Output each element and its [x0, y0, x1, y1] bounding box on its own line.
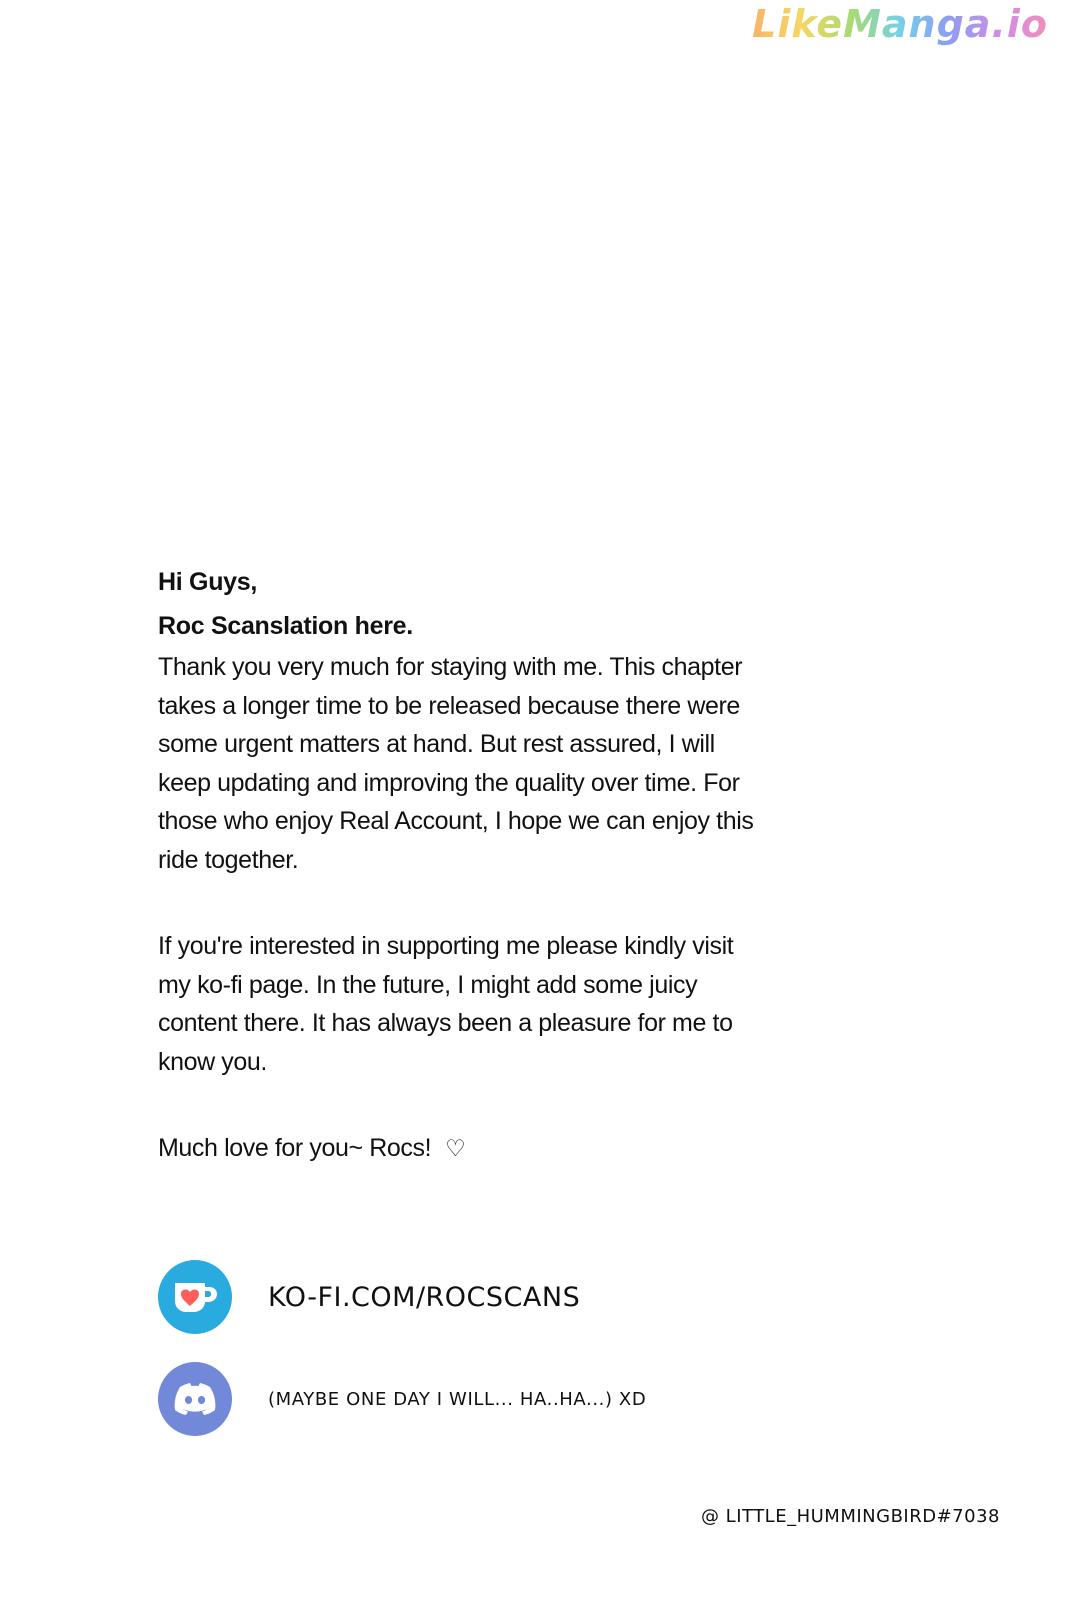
heart-icon: ♡ — [445, 1136, 466, 1162]
signoff — [158, 1129, 768, 1168]
paragraph-support: If you're interested in supporting me please kindly visit my ko-fi page. In the future, I might add some juicy content there. It has always been a pleasure for me to know you. — [158, 932, 734, 1076]
watermark-logo: LikeManga.io — [752, 2, 1048, 46]
kofi-cup-icon — [158, 1260, 232, 1334]
discord-contact — [158, 1362, 646, 1436]
discord-note: (MAYBE ONE DAY I WILL... HA..HA...) XD — [268, 1388, 647, 1410]
greeting: Hi Guys, — [158, 568, 258, 596]
discord-icon — [158, 1362, 232, 1436]
artist-credit: @ LITTLE_HUMMINGBIRD#7038 — [700, 1506, 1000, 1527]
signoff-text: Much love for you~ Rocs! — [158, 1134, 432, 1162]
letter — [158, 560, 768, 1168]
intro: Roc Scanslation here. — [158, 612, 413, 640]
kofi-contact[interactable] — [158, 1260, 580, 1334]
paragraph-thanks: Thank you very much for staying with me. This chapter takes a longer time to be released because there were some urgent matters at hand. But rest assured, I will keep updating and improving the quality over time. For those who enjoy Real Account, I hope we can enjoy this ride together. — [158, 653, 754, 874]
kofi-link[interactable]: KO-FI.COM/ROCSCANS — [268, 1281, 581, 1313]
